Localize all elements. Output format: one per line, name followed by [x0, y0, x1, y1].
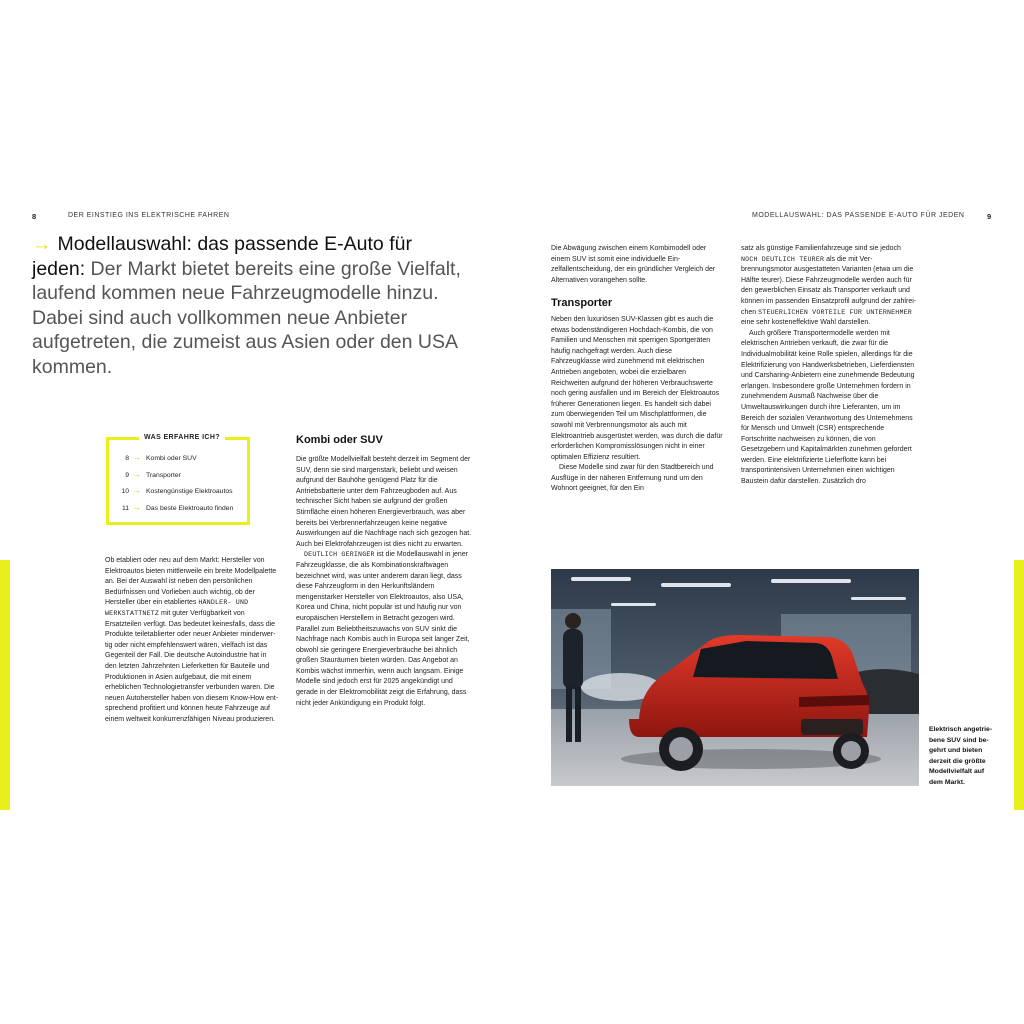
text-run: satz als günstige Familienfahrzeuge sind sie jedoch [741, 245, 901, 252]
item-label: Das beste Elektroauto finden [146, 504, 234, 512]
headline-text: Der Markt bietet bereits eine große Vielfalt, laufend kommen neue Fahrzeugmodelle hinzu. Dabei sind auch vollkommen neue Anbieter aufgetreten, die zumeist aus Asien oder den USA kommen. [32, 257, 461, 378]
headline-lead: Modellauswahl: das passende E-Auto für jeden: [32, 233, 412, 280]
item-page: 9 [125, 471, 129, 479]
text-run: eine sehr kosteneffektive Wahl darstellen. [741, 319, 871, 327]
text-run: ist die Modellauswahl in jener Fahrzeugklasse, die als Kombinationskraftwagen bezeichnet wird, was unter anderem daran liegt, dass diese Fahrzeugform in den Herkunftsländern mengenstarker Hersteller von Elektroautos, also USA, Korea und China, nicht populär ist und häufig nur von europäischen Herstellern in Betracht gezogen wird. Parallel zum Beliebtheitszuwachs von SUV sinkt die Nachfrage nach Kombis auch in Europa seit langer Zeit, obwohl sie geringere Energieverbräuche bei ähnlich großen Stauräumen bieten würden. Das Angebot an Kombis wächst immerhin, wenn auch langsam. Einige Modelle sind jedoch erst für 2025 angekündigt und gerade in der Elektromobilität zeigt die Erfahrung, dass nicht jeder Ankündigung ein Produkt folgt. [296, 551, 470, 707]
paragraph: Neben den luxuriösen SUV-Klassen gibt es auch die etwas bodenständigeren Hochdach-Kombis, die von Familien und Menschen mit sperrigen Sportgeräten häufig nachgefragt werden. Auch diese Fahrzeugklasse wird zunehmend mit elektrischen Antrieben angeboten, wobei die erzielbaren Reichweiten aufgrund der höheren Verbrauchswerte noch gering ausfallen und im Bereich der Elektroautos früherer Generationen liegen. Es handelt sich dabei zum überwiegenden Teil um Mischplattformen, die sowohl mit Verbrennungsmotor als auch mit Elektroantrieb ausgerüstet werden, was durch die dafür erforderlichen Kompromisslösungen nicht in einer optimalen Effizienz resultiert. [551, 315, 723, 461]
paragraph: Die größte Modellvielfalt besteht derzeit im Segment der SUV, denn sie sind margenstark, beliebt und weisen aufgrund der Bauhöhe genügend Platz für die Antriebsbatterie unter dem Fahrzeugboden auf. Aus technischer Sicht haben sie aufgrund der großen Stirnfläche einen höheren Energieverbrauch, was aber bereits bei Verbrennerfahrzeugen keine negative Auswirkungen auf die Nachfrage nach sich gezogen hat. Auch bei Elektrofahrzeugen ist dies nicht zu erwarten. [296, 456, 472, 548]
running-head-right: MODELLAUSWAHL: DAS PASSENDE E-AUTO FÜR JEDEN [752, 212, 965, 219]
running-head-left: DER EINSTIEG INS ELEKTRISCHE FAHREN [68, 212, 230, 219]
emphasis: DEUTLICH GERINGER [304, 551, 375, 559]
body-column-2 [296, 455, 474, 709]
list-item [119, 470, 233, 487]
showroom-suv-photo [551, 569, 919, 786]
paragraph: Auch größere Transportermodelle werden mit elektrischen Antrieben verkauft, die zwar für die Individualmobilität keine Rolle spielen, allerdings für die Elektrifizierung von Handwerksbetrieben, Lieferdiensten und Carsharing-Anbietern eine zunehmende Bedeutung erlangen. Insbesondere große Unternehmen fordern in zunehmendem Ausmaß Nachweise über die Umweltauswirkungen durch ihre Lieferanten, um im Bereich der sozialen Verantwortung des Unternehmens für Mensch und Umwelt (CSR) entsprechende Fortschritte nachweisen zu können, die von Gesetzgebern und Kapitalmärkten zunehmen gefordert werden. Eine elektrifizierte Lieferflotte kann bei transportintensiven Unternehmen einen wichtigen Baustein dafür darstellen. Zusätzlich dro [741, 329, 915, 486]
page-headline [32, 232, 462, 380]
body-column-1 [105, 556, 279, 726]
left-accent-bar [0, 560, 10, 810]
list-item [119, 486, 233, 503]
page-number-right: 9 [987, 212, 992, 221]
arrow-right-icon: → [133, 502, 141, 512]
body-column-3 [551, 244, 723, 495]
emphasis: STEUERLICHEN VORTEILE FÜR UNTERNEHMER [758, 308, 912, 316]
item-label: Transporter [146, 471, 181, 479]
text-run: als die mit Verbrennungsmotor ausgestatteten Varianten (etwa um die Hälfte teurer). Diese Fahrzeugmodelle werden auch für den gewerblichen Einsatz als Transporter verkauft und können im passenden Einsatzprofil aufgrund der zahlreichen [741, 255, 917, 316]
heading-transporter: Transporter [551, 297, 613, 310]
item-page: 11 [121, 504, 129, 512]
car-illustration [551, 569, 919, 786]
paragraph: Diese Modelle sind zwar für den Stadtbereich und Ausflüge in der näheren Entfernung rund um den Wohnort geeignet, für den Ein [551, 464, 714, 493]
item-label: Kostengünstige Elektroautos [146, 488, 233, 495]
page-number-left: 8 [32, 212, 37, 221]
heading-kombi-suv: Kombi oder SUV [296, 434, 383, 446]
arrow-right-icon: → [133, 469, 141, 479]
info-box-list [119, 453, 233, 519]
item-label: Kombi oder SUV [146, 455, 197, 462]
item-page: 8 [125, 455, 129, 462]
paragraph [296, 550, 474, 709]
emphasis: NOCH DEUTLICH TEURER [741, 255, 825, 263]
arrow-right-icon: → [133, 486, 141, 495]
info-box-title: WAS ERFAHRE ICH? [139, 434, 225, 441]
text-run: Ob etabliert oder neu auf dem Markt: Hersteller von Elektroautos bieten mittlerweile ein breite Modellpalette an. Bei der Auswahl ist neben den persönlichen Bedürfnissen und Vorlieben auch wichtig, ob der Hersteller über ein etabliertes [105, 557, 277, 607]
photo-caption: Elektrisch angetriebene SUV sind begehrt und bieten derzeit die größte Modellvielfalt auf dem Markt. [929, 726, 993, 786]
right-accent-bar [1014, 560, 1024, 810]
list-item [119, 503, 233, 520]
text-run: mit guter Verfügbarkeit von Ersatzteilen verfügt. Das bedeutet keinesfalls, dass die Produkte teiletablierter oder neuer Anbieter minderwertig oder nicht empfehlenswert wären, vielfach ist das Gegenteil der Fall. Die deutsche Autoindustrie hat in den letzten Jahrzehnten Lieferketten für Bauteile und Produktionen in Asien aufgebaut, die mit einem erheblichen Technologietransfer verbunden waren. Die neuen Autohersteller haben von diesem Know-How entsprechend profitiert und können heute Fahrzeuge auf einem weltweit konkurrenzfähigen Niveau produzieren. [105, 609, 279, 723]
paragraph: Die Abwägung zwischen einem Kombimodell oder einem SUV ist somit eine individuelle Einzelfallentscheidung, der ein gründlicher Vergleich der Alternativen vorangehen sollte. [551, 245, 716, 284]
arrow-right-icon: → [133, 453, 141, 462]
list-item [119, 453, 233, 470]
body-column-4 [741, 244, 919, 488]
info-box [106, 434, 250, 525]
paragraph [105, 556, 279, 726]
paragraph [741, 244, 919, 329]
arrow-right-icon: → [32, 233, 52, 255]
item-page: 10 [121, 488, 129, 495]
emphasis: HÄNDLER- UND WERKSTATTNETZ [105, 599, 249, 617]
